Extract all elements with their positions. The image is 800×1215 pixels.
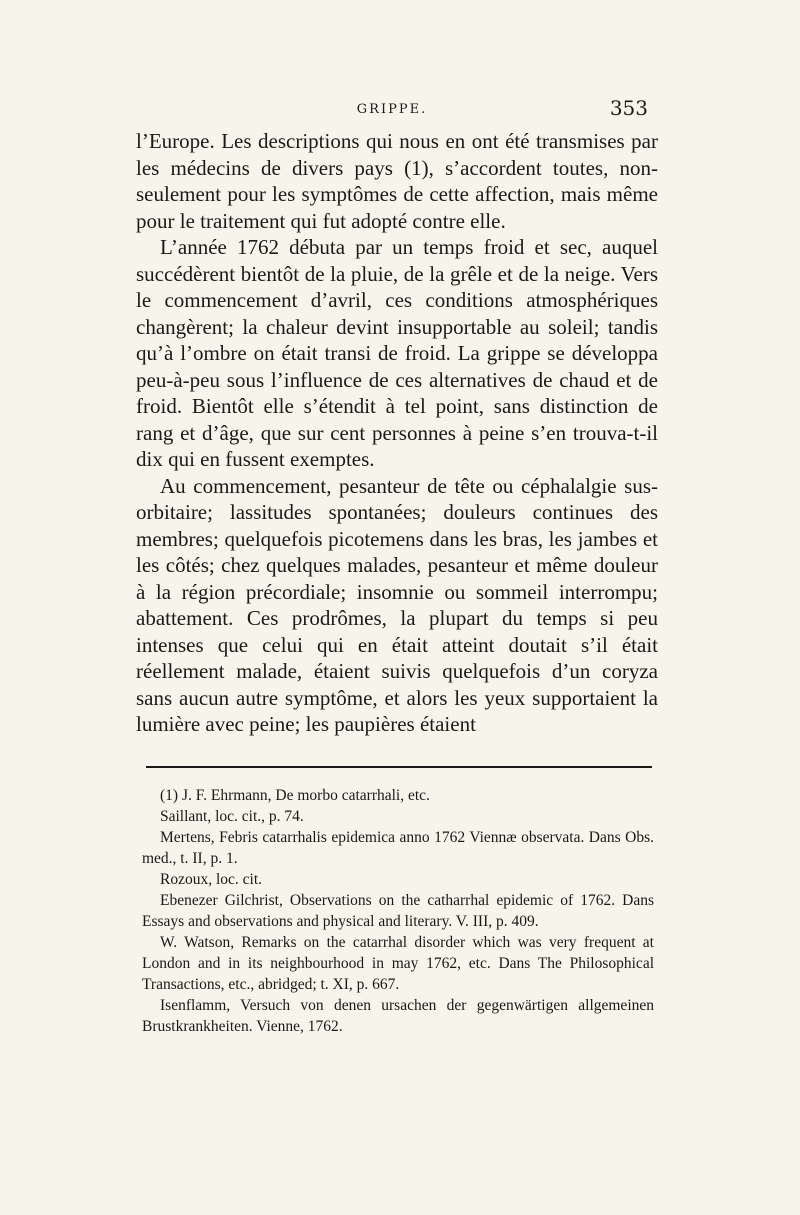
footnote: Ebenezer Gilchrist, Observations on the catharrhal epidemic of 1762. Dans Essays and observations and physical and literary. V. III, p. 409. [142,892,654,930]
running-head [136,96,648,122]
paragraph: Au commencement, pesanteur de tête ou céphalalgie sus-orbitaire; lassitudes spontanées; douleurs continues des membres; quelquefois picotemens dans les bras, les jambes et les côtés; chez quelques malades, pesanteur et même douleur à la région précordiale; insomnie ou sommeil interrompu; abattement. Ces prodrômes, la plupart du temps si peu intenses que celui qui en était atteint doutait s’il était réellement malade, étaient suivis quelquefois d’un coryza sans aucun autre symptôme, et alors les yeux supportaient la lumière avec peine; les paupières étaient [136,473,658,736]
paragraph: L’année 1762 débuta par un temps froid et sec, auquel succédèrent bientôt de la pluie, de la grêle et de la neige. Vers le commencement d’avril, ces conditions atmosphériques changèrent; la chaleur devint insupportable au soleil; tandis qu’à l’ombre on était transi de froid. La grippe se développa peu-à-peu sous l’influence de ces alternatives de chaud et de froid. Bientôt elle s’étendit à tel point, sans distinction de rang et d’âge, que sur cent personnes à peine s’en trouva-t-il dix qui en fussent exemptes. [136,235,658,471]
body-text [136,128,658,738]
footnote-rule [146,766,652,768]
footnote: Saillant, loc. cit., p. 74. [160,808,304,825]
footnote: (1) J. F. Ehrmann, De morbo catarrhali, etc. [160,787,430,804]
footnote: W. Watson, Remarks on the catarrhal disorder which was very frequent at London and in its neighbourhood in may 1762, etc. Dans The Philosophical Transactions, etc., abridged; t. XI, p. 667. [142,934,654,993]
footnote: Isenflamm, Versuch von denen ursachen der gegenwärtigen allgemeinen Brustkrankheiten. Vienne, 1762. [142,997,654,1035]
footnote: Rozoux, loc. cit. [160,871,263,888]
footnote: Mertens, Febris catarrhalis epidemica anno 1762 Viennæ observata. Dans Obs. med., t. II, p. 1. [142,829,654,867]
page-number: 353 [609,96,648,120]
paragraph: l’Europe. Les descriptions qui nous en ont été transmises par les médecins de divers pays (1), s’accordent toutes, non-seulement pour les symptômes de cette affection, mais même pour le traitement qui fut adopté contre elle. [136,129,658,233]
running-title: GRIPPE. [356,102,428,117]
footnotes [142,785,654,1037]
